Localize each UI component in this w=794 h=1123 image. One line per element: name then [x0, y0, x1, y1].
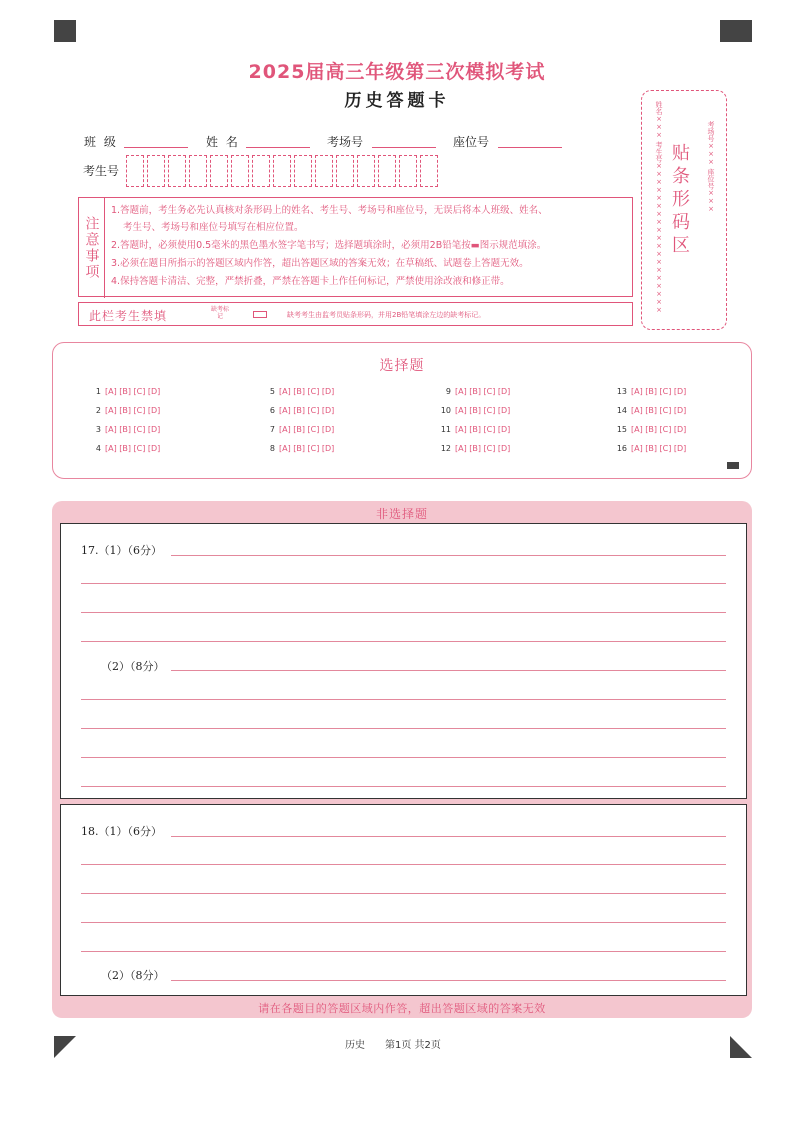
notice-item: 2.答题时，必须使用0.5毫米的黑色墨水签字笔书写；选择题填涂时，必须用2B铅笔按▬图示规范填涂。 [111, 240, 547, 251]
question-item[interactable]: 5 [A] [B] [C] [D] [269, 387, 335, 396]
question-item[interactable]: 8 [A] [B] [C] [D] [269, 444, 335, 453]
examno-digit-box[interactable] [378, 155, 396, 187]
question-item[interactable]: 4 [A] [B] [C] [D] [95, 444, 161, 453]
question-item[interactable]: 14 [A] [B] [C] [D] [616, 406, 687, 415]
registration-mark-top-left [54, 20, 76, 42]
examno-digit-box[interactable] [168, 155, 186, 187]
answer-line[interactable] [81, 699, 726, 700]
footer-subject: 历史 [345, 1040, 365, 1051]
examno-digit-box[interactable] [126, 155, 144, 187]
timing-mark [727, 462, 739, 469]
notice-box [78, 197, 633, 297]
room-field[interactable] [372, 147, 436, 148]
answer-line[interactable] [171, 836, 726, 837]
question-item[interactable]: 2 [A] [B] [C] [D] [95, 406, 161, 415]
answer-line[interactable] [81, 951, 726, 952]
answer-box-q18[interactable] [60, 804, 747, 996]
barcode-area[interactable] [641, 90, 727, 330]
q17-part1-label: 17.（1）（6分） [81, 544, 162, 557]
nonchoice-title: 非选择题 [375, 507, 428, 521]
room-label: 考场号 [327, 135, 364, 149]
exam-title: 2025届高三年级第三次模拟考试 [248, 61, 546, 83]
examno-digit-box[interactable] [420, 155, 438, 187]
q17-part2-label: （2）（8分） [101, 660, 165, 673]
answer-box-q17[interactable] [60, 523, 747, 799]
answer-line[interactable] [81, 893, 726, 894]
question-item[interactable]: 9 [A] [B] [C] [D] [445, 387, 511, 396]
answer-line[interactable] [81, 641, 726, 642]
registration-triangle-bottom-left [54, 1036, 76, 1058]
q18-part2-label: （2）（8分） [101, 969, 165, 982]
examno-digit-box[interactable] [399, 155, 417, 187]
examno-digit-box[interactable] [294, 155, 312, 187]
barcode-label: 贴条形码区 [669, 143, 690, 258]
answer-line[interactable] [81, 922, 726, 923]
question-item[interactable]: 7 [A] [B] [C] [D] [269, 425, 335, 434]
question-item[interactable]: 6 [A] [B] [C] [D] [269, 406, 335, 415]
question-item[interactable]: 12 [A] [B] [C] [D] [440, 444, 511, 453]
registration-mark-top-right [720, 20, 752, 42]
barcode-col-left: 姓名××× 考生号××××××××××××××××××× [655, 101, 663, 315]
question-item[interactable]: 11 [A] [B] [C] [D] [440, 425, 511, 434]
absent-mark-box[interactable] [253, 311, 267, 318]
examno-digit-box[interactable] [189, 155, 207, 187]
card-subtitle: 历史答题卡 [344, 91, 450, 111]
name-label: 姓 名 [206, 135, 240, 149]
question-item[interactable]: 15 [A] [B] [C] [D] [616, 425, 687, 434]
answer-line[interactable] [81, 612, 726, 613]
class-field[interactable] [124, 147, 188, 148]
examno-digit-box[interactable] [231, 155, 249, 187]
question-item[interactable]: 1 [A] [B] [C] [D] [95, 387, 161, 396]
choice-section [52, 342, 752, 479]
choice-title: 选择题 [379, 358, 425, 374]
question-item[interactable]: 10 [A] [B] [C] [D] [440, 406, 511, 415]
examno-digit-box[interactable] [252, 155, 270, 187]
examno-digit-box[interactable] [210, 155, 228, 187]
notice-item: 1.答题前，考生务必先认真核对条形码上的姓名、考生号、考场号和座位号，无误后将本人班级、姓名、 [111, 205, 548, 216]
answer-line[interactable] [81, 864, 726, 865]
answer-line[interactable] [171, 555, 726, 556]
seat-field[interactable] [498, 147, 562, 148]
proctor-only-label: 此栏考生禁填 [89, 309, 168, 323]
nonchoice-warning: 请在各题目的答题区域内作答，超出答题区域的答案无效 [258, 1002, 546, 1015]
notice-item: 3.必须在题目所指示的答题区域内作答，超出答题区域的答案无效；在草稿纸、试题卷上答题无效。 [111, 258, 529, 269]
answer-line[interactable] [171, 980, 726, 981]
question-item[interactable]: 3 [A] [B] [C] [D] [95, 425, 161, 434]
question-item[interactable]: 13 [A] [B] [C] [D] [616, 387, 687, 396]
seat-label: 座位号 [453, 135, 490, 149]
registration-triangle-bottom-right [730, 1036, 752, 1058]
examno-digit-box[interactable] [336, 155, 354, 187]
answer-line[interactable] [81, 728, 726, 729]
absent-mark-label: 缺考标记 [211, 306, 230, 320]
proctor-only-row [78, 302, 633, 326]
answer-line[interactable] [81, 583, 726, 584]
footer-page-number: 第1页 共2页 [385, 1040, 441, 1051]
absent-mark-note: 缺考考生由监考员贴条形码，并用2B铅笔填涂左边的缺考标记。 [287, 311, 486, 319]
examno-digit-box[interactable] [273, 155, 291, 187]
class-label: 班 级 [84, 135, 118, 149]
answer-line[interactable] [81, 757, 726, 758]
examno-digit-box[interactable] [357, 155, 375, 187]
notice-item: 4.保持答题卡清洁、完整，严禁折叠，严禁在答题卡上作任何标记，严禁使用涂改液和修正带。 [111, 276, 510, 287]
examno-digit-box[interactable] [315, 155, 333, 187]
notice-heading: 注意事项 [79, 198, 105, 298]
q18-part1-label: 18.（1）（6分） [81, 825, 162, 838]
notice-item: 考生号、考场号和座位号填写在相应位置。 [123, 222, 304, 233]
nonchoice-section [52, 501, 752, 1018]
examno-label: 考生号 [83, 164, 120, 178]
answer-line[interactable] [171, 670, 726, 671]
barcode-col-right: 考场号××× 座位号××× [707, 121, 715, 214]
question-item[interactable]: 16 [A] [B] [C] [D] [616, 444, 687, 453]
name-field[interactable] [246, 147, 310, 148]
answer-line[interactable] [81, 786, 726, 787]
examno-digit-box[interactable] [147, 155, 165, 187]
